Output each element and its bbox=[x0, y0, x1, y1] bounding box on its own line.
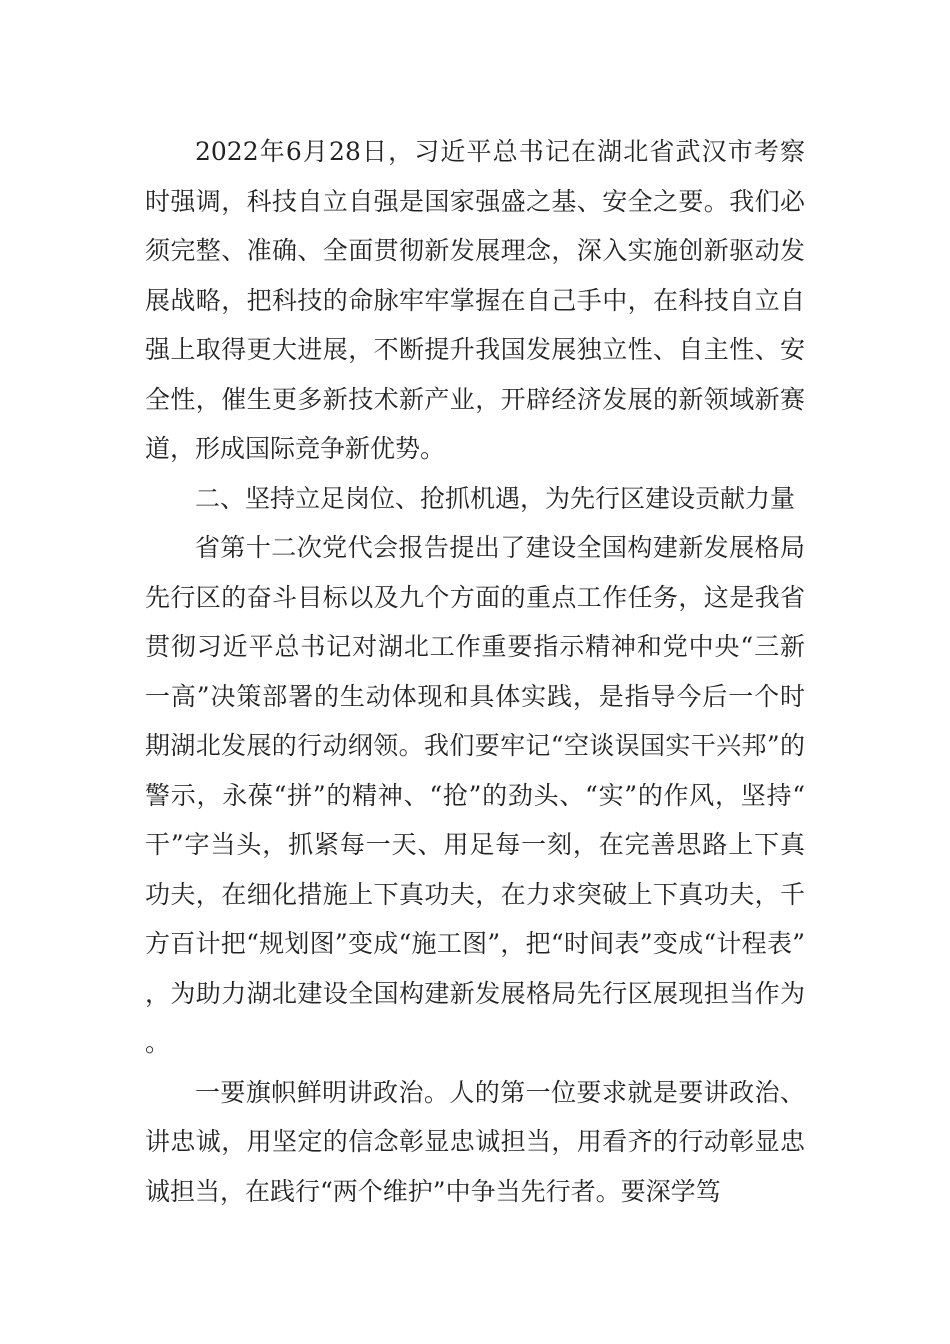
paragraph-science-self-reliance: 2022年6月28日，习近平总书记在湖北省武汉市考察时强调，科技自立自强是国家强盛之基、安全之要。我们必须完整、准确、全面贯彻新发展理念，深入实施创新驱动发展战略，把科技的命脉牢牢掌握在自己手中，在科技自立自强上取得更大进展，不断提升我国发展独立性、自主性、安全性，催生更多新技术新产业，开辟经济发展的新领域新赛道，形成国际竞争新优势。 bbox=[145, 137, 805, 463]
document-body bbox=[145, 127, 805, 1216]
paragraph-pilot-zone: 省第十二次党代会报告提出了建设全国构建新发展格局先行区的奋斗目标以及九个方面的重点工作任务，这是我省贯彻习近平总书记对湖北工作重要指示精神和党中央“三新一高”决策部署的生动体现和具体实践，是指导今后一个时期湖北发展的行动纲领。我们要牢记“空谈误国实干兴邦”的警示，永葆“拼”的精神、“抢”的劲头、“实”的作风，坚持“干”字当头，抓紧每一天、用足每一刻，在完善思路上下真功夫，在细化措施上下真功夫，在力求突破上下真功夫，千方百计把“规划图”变成“施工图”，把“时间表”变成“计程表”，为助力湖北建设全国构建新发展格局先行区展现担当作为。 bbox=[145, 533, 805, 1057]
section-heading-two: 二、坚持立足岗位、抢抓机遇，为先行区建设贡献力量 bbox=[195, 483, 796, 513]
paragraph-politics: 一要旗帜鲜明讲政治。人的第一位要求就是要讲政治、讲忠诚，用坚定的信念彰显忠诚担当，用看齐的行动彰显忠诚担当，在践行“两个维护”中争当先行者。要深学笃 bbox=[145, 1077, 805, 1206]
